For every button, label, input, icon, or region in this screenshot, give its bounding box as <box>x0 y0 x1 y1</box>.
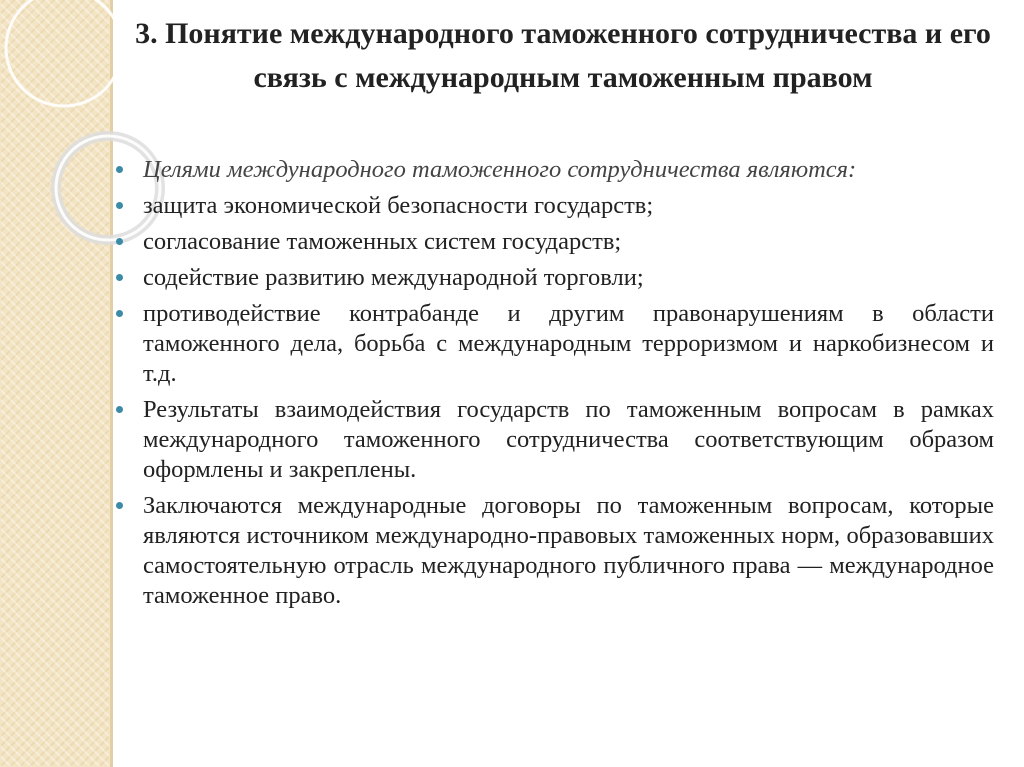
decorative-ring-large <box>6 0 122 106</box>
bullet-text: Результаты взаимодействия государств по таможенным вопросам в рамках международного таможенного сотрудничества соответствующим образом оформлены и закреплены. <box>143 396 994 483</box>
bullet-text: противодействие контрабанде и другим правонарушениям в области таможенного дела, борьба с международным терроризмом и наркобизнесом и т.д. <box>143 300 994 387</box>
bullet-dot-icon <box>116 406 123 413</box>
bullet-text: согласование таможенных систем государств; <box>143 228 622 255</box>
bullet-item-customs-systems <box>112 227 994 257</box>
bullet-dot-icon <box>116 502 123 509</box>
bullet-dot-icon <box>116 202 123 209</box>
bullet-text: содействие развитию международной торговли; <box>143 264 644 291</box>
bullet-text: защита экономической безопасности государств; <box>143 192 654 219</box>
bullet-item-treaties <box>112 491 994 611</box>
bullet-item-results <box>112 395 994 485</box>
bullet-item-economic-security <box>112 191 994 221</box>
bullet-dot-icon <box>116 274 123 281</box>
bullet-list <box>112 155 994 617</box>
bullet-text: Заключаются международные договоры по таможенным вопросам, которые являются источником международно-правовых таможенных норм, образовавших самостоятельную отрасль международного публичного права — международное таможенное право. <box>143 492 994 609</box>
bullet-item-trade-development <box>112 263 994 293</box>
bullet-item-goals-intro <box>112 155 994 185</box>
bullet-dot-icon <box>116 310 123 317</box>
bullet-item-counteraction <box>112 299 994 389</box>
bullet-dot-icon <box>116 238 123 245</box>
bullet-dot-icon <box>116 166 123 173</box>
slide-title: 3. Понятие международного таможенного сотрудничества и его связь с международным таможенным правом <box>135 17 991 94</box>
bullet-text: Целями международного таможенного сотрудничества являются: <box>143 156 857 183</box>
